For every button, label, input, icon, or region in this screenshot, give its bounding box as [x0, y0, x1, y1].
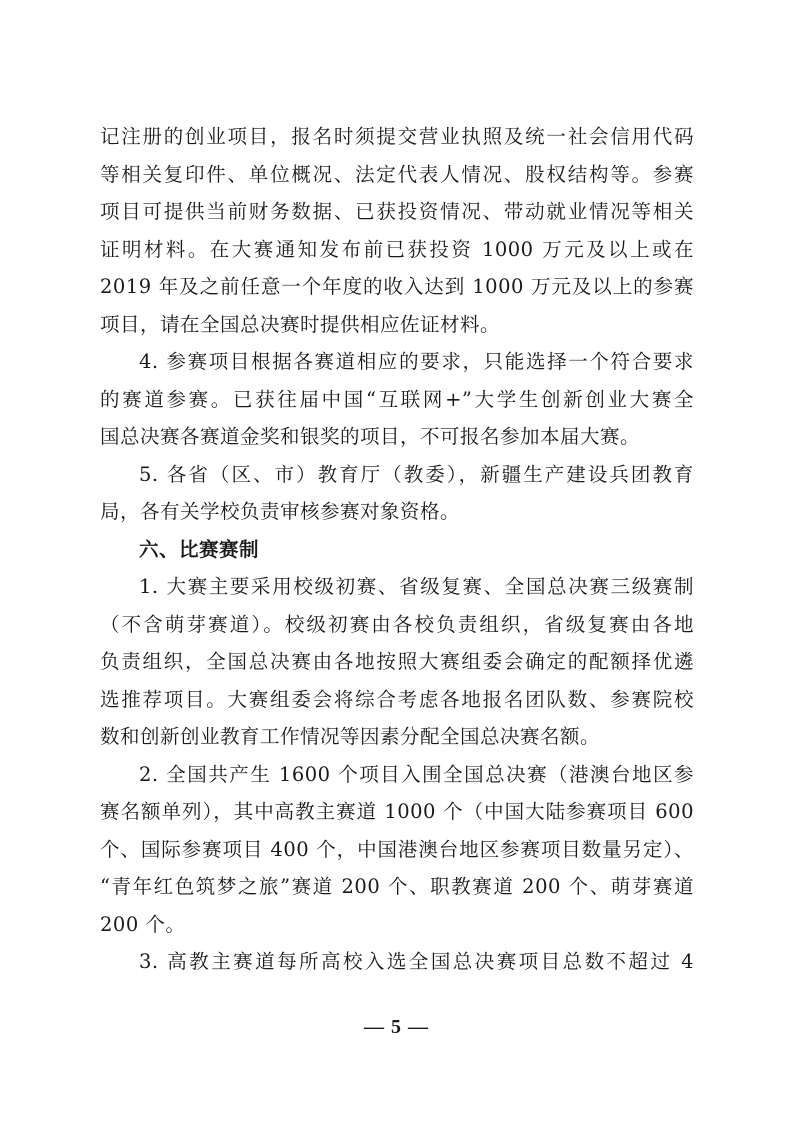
text-line: 2. 全国共产生 1600 个项目入围全国总决赛（港澳台地区参 [139, 762, 694, 786]
text-line: 等相关复印件、单位概况、法定代表人情况、股权结构等。参赛 [100, 162, 694, 186]
paragraph [100, 343, 694, 456]
text-line: 赛名额单列），其中高教主赛道 1000 个（中国大陆参赛项目 600 [100, 800, 694, 823]
text-line: 1. 大赛主要采用校级初赛、省级复赛、全国总决赛三级赛制 [139, 575, 694, 598]
text-line: 4. 参赛项目根据各赛道相应的要求，只能选择一个符合要求 [139, 350, 694, 373]
text-line: 的赛道参赛。已获往届中国“互联网+”大学生创新创业大赛全 [100, 387, 694, 411]
text-line: 3. 高教主赛道每所高校入选全国总决赛项目总数不超过 4 [139, 950, 694, 973]
text-line: 证明材料。在大赛通知发布前已获投资 1000 万元及以上或在 [100, 237, 694, 261]
text-line: 个、国际参赛项目 400 个，中国港澳台地区参赛项目数量另定）、 [100, 837, 694, 861]
text-line: 数和创新创业教育工作情况等因素分配全国总决赛名额。 [100, 725, 601, 748]
section-heading: 六、比赛赛制 [139, 537, 260, 561]
text-line: 负责组织，全国总决赛由各地按照大赛组委会确定的配额择优遴 [100, 650, 694, 673]
text-line: 200 个。 [100, 912, 186, 936]
text-line: 项目可提供当前财务数据、已获投资情况、带动就业情况等相关 [100, 200, 694, 223]
page-number: — 5 — [364, 1016, 429, 1038]
document-body [100, 118, 694, 981]
text-line: 2019 年及之前任意一个年度的收入达到 1000 万元及以上的参赛 [100, 275, 694, 298]
text-line: 5. 各省（区、市）教育厅（教委），新疆生产建设兵团教育 [139, 462, 694, 486]
text-line: 国总决赛各赛道金奖和银奖的项目，不可报名参加本届大赛。 [100, 425, 641, 448]
paragraph [100, 118, 694, 343]
text-line: 记注册的创业项目，报名时须提交营业执照及统一社会信用代码 [100, 125, 694, 148]
paragraph [100, 456, 694, 531]
paragraph [100, 943, 694, 981]
text-line: 项目，请在全国总决赛时提供相应佐证材料。 [100, 312, 501, 336]
paragraph [100, 756, 694, 944]
text-line: 局，各有关学校负责审核参赛对象资格。 [100, 500, 461, 523]
paragraph [100, 568, 694, 756]
text-line: “青年红色筑梦之旅”赛道 200 个、职教赛道 200 个、萌芽赛道 [100, 875, 694, 898]
text-line: （不含萌芽赛道）。校级初赛由各校负责组织，省级复赛由各地 [100, 612, 694, 636]
text-line: 选推荐项目。大赛组委会将综合考虑各地报名团队数、参赛院校 [100, 687, 694, 711]
